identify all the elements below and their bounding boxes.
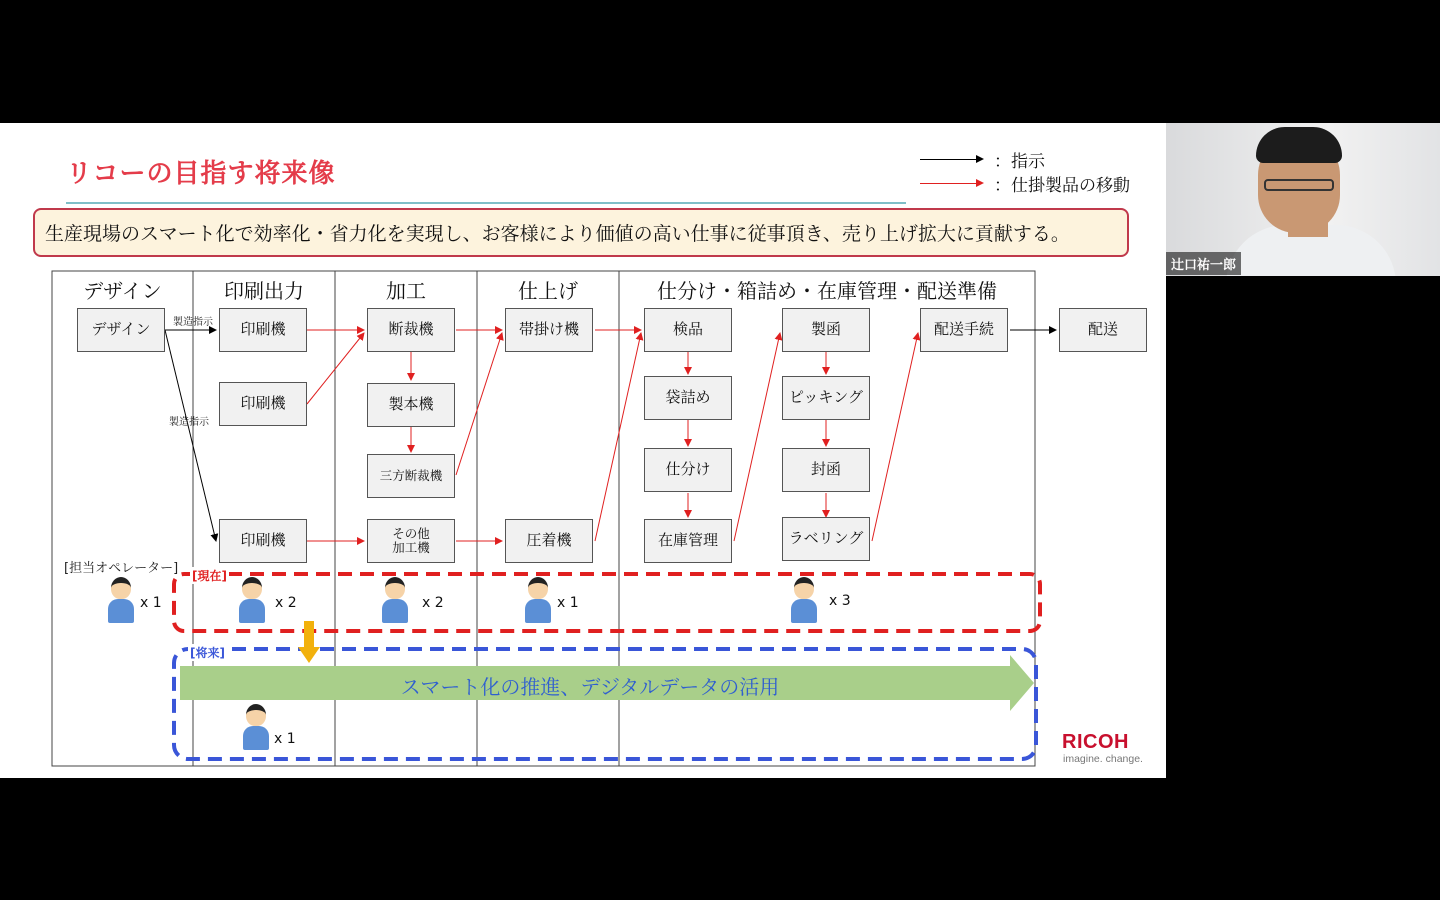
process-box-printer: 印刷機 [219,382,307,426]
operator-icon [108,577,134,623]
process-box-printer: 印刷機 [219,519,307,563]
ricoh-tagline: imagine. change. [1063,753,1143,765]
future-state-box [174,649,1036,759]
instruction-label: 製造指示 [173,317,213,328]
operator-icon [382,577,408,623]
ricoh-logo: RICOH [1062,731,1129,753]
operator-count: x 3 [829,593,851,609]
black-arrow-icon [920,159,982,160]
future-tag: [将来] [190,646,225,660]
movement-arrow [872,333,918,541]
smart-transformation-text: スマート化の推進、デジタルデータの活用 [400,675,780,699]
process-box-sort: 仕分け [644,448,732,492]
current-tag: [現在] [192,569,227,583]
operator-icon [243,704,269,750]
movement-arrow [456,333,502,475]
process-box-bag: 袋詰め [644,376,732,420]
red-arrow-icon [920,183,982,184]
current-state-box [174,574,1040,631]
operator-icon [791,577,817,623]
process-box-band: 帯掛け機 [505,308,593,352]
participant-video-tile[interactable] [1166,123,1440,276]
operator-icon [525,577,551,623]
process-box-cutter: 断裁機 [367,308,455,352]
legend-label: ：指示 [994,152,1045,172]
process-box-picking: ピッキング [782,376,870,420]
column-heading: 仕分け・箱詰め・在庫管理・配送準備 [657,279,997,303]
operators-title: [担当オペレーター] [64,561,179,576]
title-underline [66,202,906,204]
operator-count: x 2 [275,595,297,611]
operator-count: x 1 [557,595,579,611]
process-box-box-make: 製函 [782,308,870,352]
process-box-seal: 封函 [782,448,870,492]
column-heading: デザイン [83,279,162,303]
column-heading: 加工 [386,279,426,303]
operator-count: x 1 [140,595,162,611]
goal-statement: 生産現場のスマート化で効率化・省力化を実現し、お客様により価値の高い仕事に従事頂き、売り上げ拡大に貢献する。 [33,208,1129,257]
process-box-printer: 印刷機 [219,308,307,352]
glasses-icon [1264,179,1334,191]
process-box-label: ラベリング [782,517,870,561]
legend-movement [920,171,1130,196]
column-heading: 印刷出力 [224,279,304,303]
process-box-trimmer: 三方断裁機 [367,454,455,498]
process-box-inspect: 検品 [644,308,732,352]
operator-count: x 1 [274,731,296,747]
process-box-binder: 製本機 [367,383,455,427]
slide-title: リコーの目指す将来像 [66,159,336,189]
process-box-design: デザイン [77,308,165,352]
participant-name: 辻口祐一郎 [1166,252,1241,275]
instruction-label: 製造指示 [169,417,209,428]
movement-arrow [595,333,641,541]
process-box-ship: 配送 [1059,308,1147,352]
process-box-ship-proc: 配送手続 [920,308,1008,352]
instruction-arrow [165,330,216,541]
process-box-other: その他 加工機 [367,519,455,563]
movement-arrow [734,333,780,541]
column-heading: 仕上げ [518,279,578,303]
operator-icon [239,577,265,623]
legend-instruction [920,147,1045,172]
legend-label: ：仕掛製品の移動 [994,176,1130,196]
process-box-crimp: 圧着機 [505,519,593,563]
transition-arrow-head [298,647,320,663]
process-box-stock: 在庫管理 [644,519,732,563]
presentation-slide [0,123,1166,778]
operator-count: x 2 [422,595,444,611]
transition-arrow [304,621,314,649]
